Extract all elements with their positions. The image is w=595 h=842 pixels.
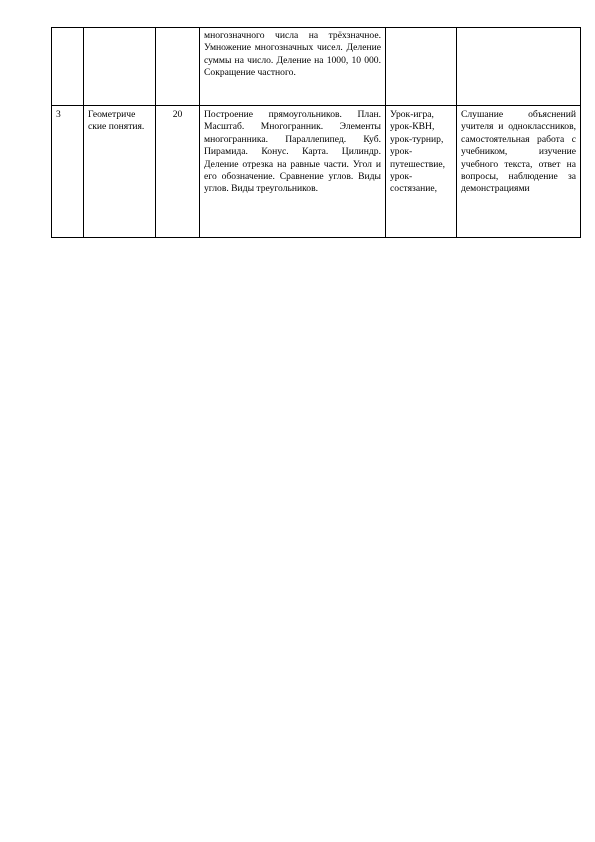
activities-cell: Слушание объяснений учителя и одноклассников, самостоятельная работа с учебником, изучение учебного текста, ответ на вопросы, наблюдение за демонстрациями <box>457 106 581 238</box>
lesson-forms-cell: Урок-игра, урок-КВН, урок-турнир, урок-путешествие, урок-состязание, <box>386 106 457 238</box>
lesson-plan-table <box>51 27 581 238</box>
content-cell: Построение прямоугольников. План. Масштаб. Многогранник. Элементы многогранника. Параллепипед. Куб. Пирамида. Конус. Карта. Цилиндр. Деление отрезка на равные части. Угол и его обозначение. Сравнение углов. Виды углов. Виды треугольников. <box>200 106 386 238</box>
hours-cell: 20 <box>156 106 200 238</box>
content-cell: многозначного числа на трёхзначное. Умножение многозначных чисел. Деление суммы на число. Деление на 1000, 10 000. Сокращение частного. <box>200 28 386 106</box>
table-row <box>52 28 581 106</box>
row-number-cell: 3 <box>52 106 84 238</box>
topic-cell <box>84 28 156 106</box>
topic-cell: Геометриче ские понятия. <box>84 106 156 238</box>
lesson-forms-cell <box>386 28 457 106</box>
row-number-cell <box>52 28 84 106</box>
table-row <box>52 106 581 238</box>
activities-cell <box>457 28 581 106</box>
hours-cell <box>156 28 200 106</box>
